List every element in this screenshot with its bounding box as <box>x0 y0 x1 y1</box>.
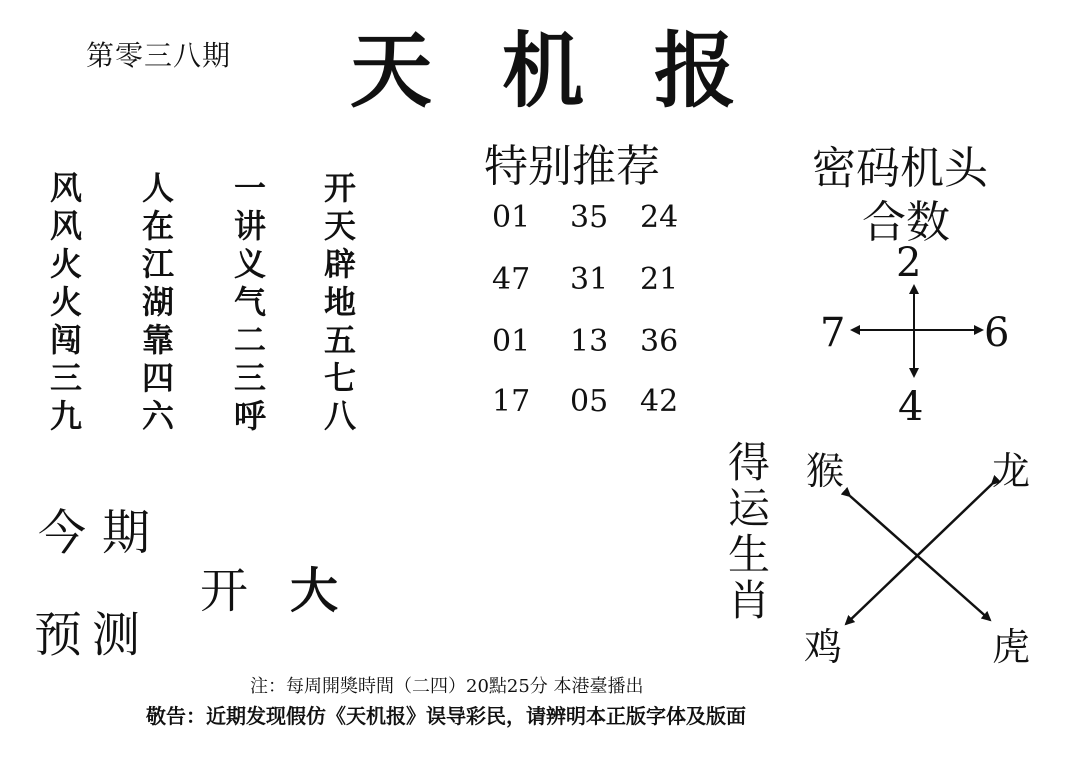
poem-char: 气 <box>234 283 267 321</box>
number: 17 <box>492 384 531 419</box>
number: 47 <box>492 262 531 297</box>
issue-number: 第零三八期 <box>86 39 232 72</box>
poem-char: 靠 <box>142 321 175 359</box>
poem-char: 九 <box>50 397 83 435</box>
number: 42 <box>640 384 679 419</box>
zodiac-bottom-right: 虎 <box>992 625 1031 669</box>
warning-notice: 敬告：近期发现假仿《天机报》误导彩民，请辨明本正版字体及版面 <box>146 704 746 728</box>
prediction-label-1: 今期 <box>38 505 167 561</box>
poem-char: 六 <box>142 397 175 435</box>
poem-char: 风 <box>50 207 83 245</box>
poem-char: 义 <box>234 245 267 283</box>
zodiac-top-right: 龙 <box>992 449 1031 493</box>
number: 24 <box>640 200 679 235</box>
number: 13 <box>570 324 609 359</box>
zodiac-label-char: 生 <box>727 530 770 579</box>
prediction-result: 大 <box>290 563 339 619</box>
poem-char: 地 <box>324 283 357 321</box>
poem-char: 火 <box>50 245 83 283</box>
prediction-open: 开 <box>200 563 249 619</box>
code-bottom: 4 <box>898 384 924 430</box>
number: 36 <box>640 324 679 359</box>
number: 35 <box>570 200 609 235</box>
poem-char: 闯 <box>50 321 83 359</box>
zodiac-label-char: 得 <box>727 438 770 487</box>
poem-char: 呼 <box>234 397 267 435</box>
zodiac-label-char: 运 <box>727 484 770 533</box>
poem-char: 三 <box>50 359 83 397</box>
zodiac-top-left: 猴 <box>806 449 845 493</box>
poem-char: 一 <box>234 169 267 207</box>
broadcast-note: 注：每周開獎時間（二四）20點25分 本港臺播出 <box>250 676 644 697</box>
page-title: 天机报 <box>350 23 807 119</box>
poem-char: 湖 <box>142 283 175 321</box>
code-title: 密码机头 <box>812 143 988 194</box>
code-left: 7 <box>820 310 846 356</box>
special-title: 特别推荐 <box>484 141 660 192</box>
poem-char: 开 <box>324 169 357 207</box>
number: 01 <box>492 200 531 235</box>
poem-char: 辟 <box>324 245 357 283</box>
poem-char: 讲 <box>234 207 267 245</box>
poem-char: 五 <box>324 321 357 359</box>
zodiac-bottom-left: 鸡 <box>804 625 843 669</box>
poem-char: 三 <box>234 359 267 397</box>
number: 01 <box>492 324 531 359</box>
number: 05 <box>570 384 609 419</box>
poem-char: 火 <box>50 283 83 321</box>
poem-char: 江 <box>142 245 175 283</box>
code-top: 2 <box>896 240 922 286</box>
poem-char: 风 <box>50 169 83 207</box>
poem-char: 四 <box>142 359 175 397</box>
poem-char: 天 <box>324 207 357 245</box>
number: 21 <box>640 262 679 297</box>
code-right: 6 <box>984 310 1010 356</box>
poem-char: 人 <box>142 169 175 207</box>
number: 31 <box>570 262 609 297</box>
poem-char: 在 <box>142 207 175 245</box>
code-subtitle: 合数 <box>862 197 950 248</box>
poem-char: 八 <box>324 397 357 435</box>
poem-char: 二 <box>234 321 267 359</box>
zodiac-label-char: 肖 <box>727 576 770 625</box>
prediction-label-2: 预测 <box>34 607 151 663</box>
poem-char: 七 <box>324 359 357 397</box>
